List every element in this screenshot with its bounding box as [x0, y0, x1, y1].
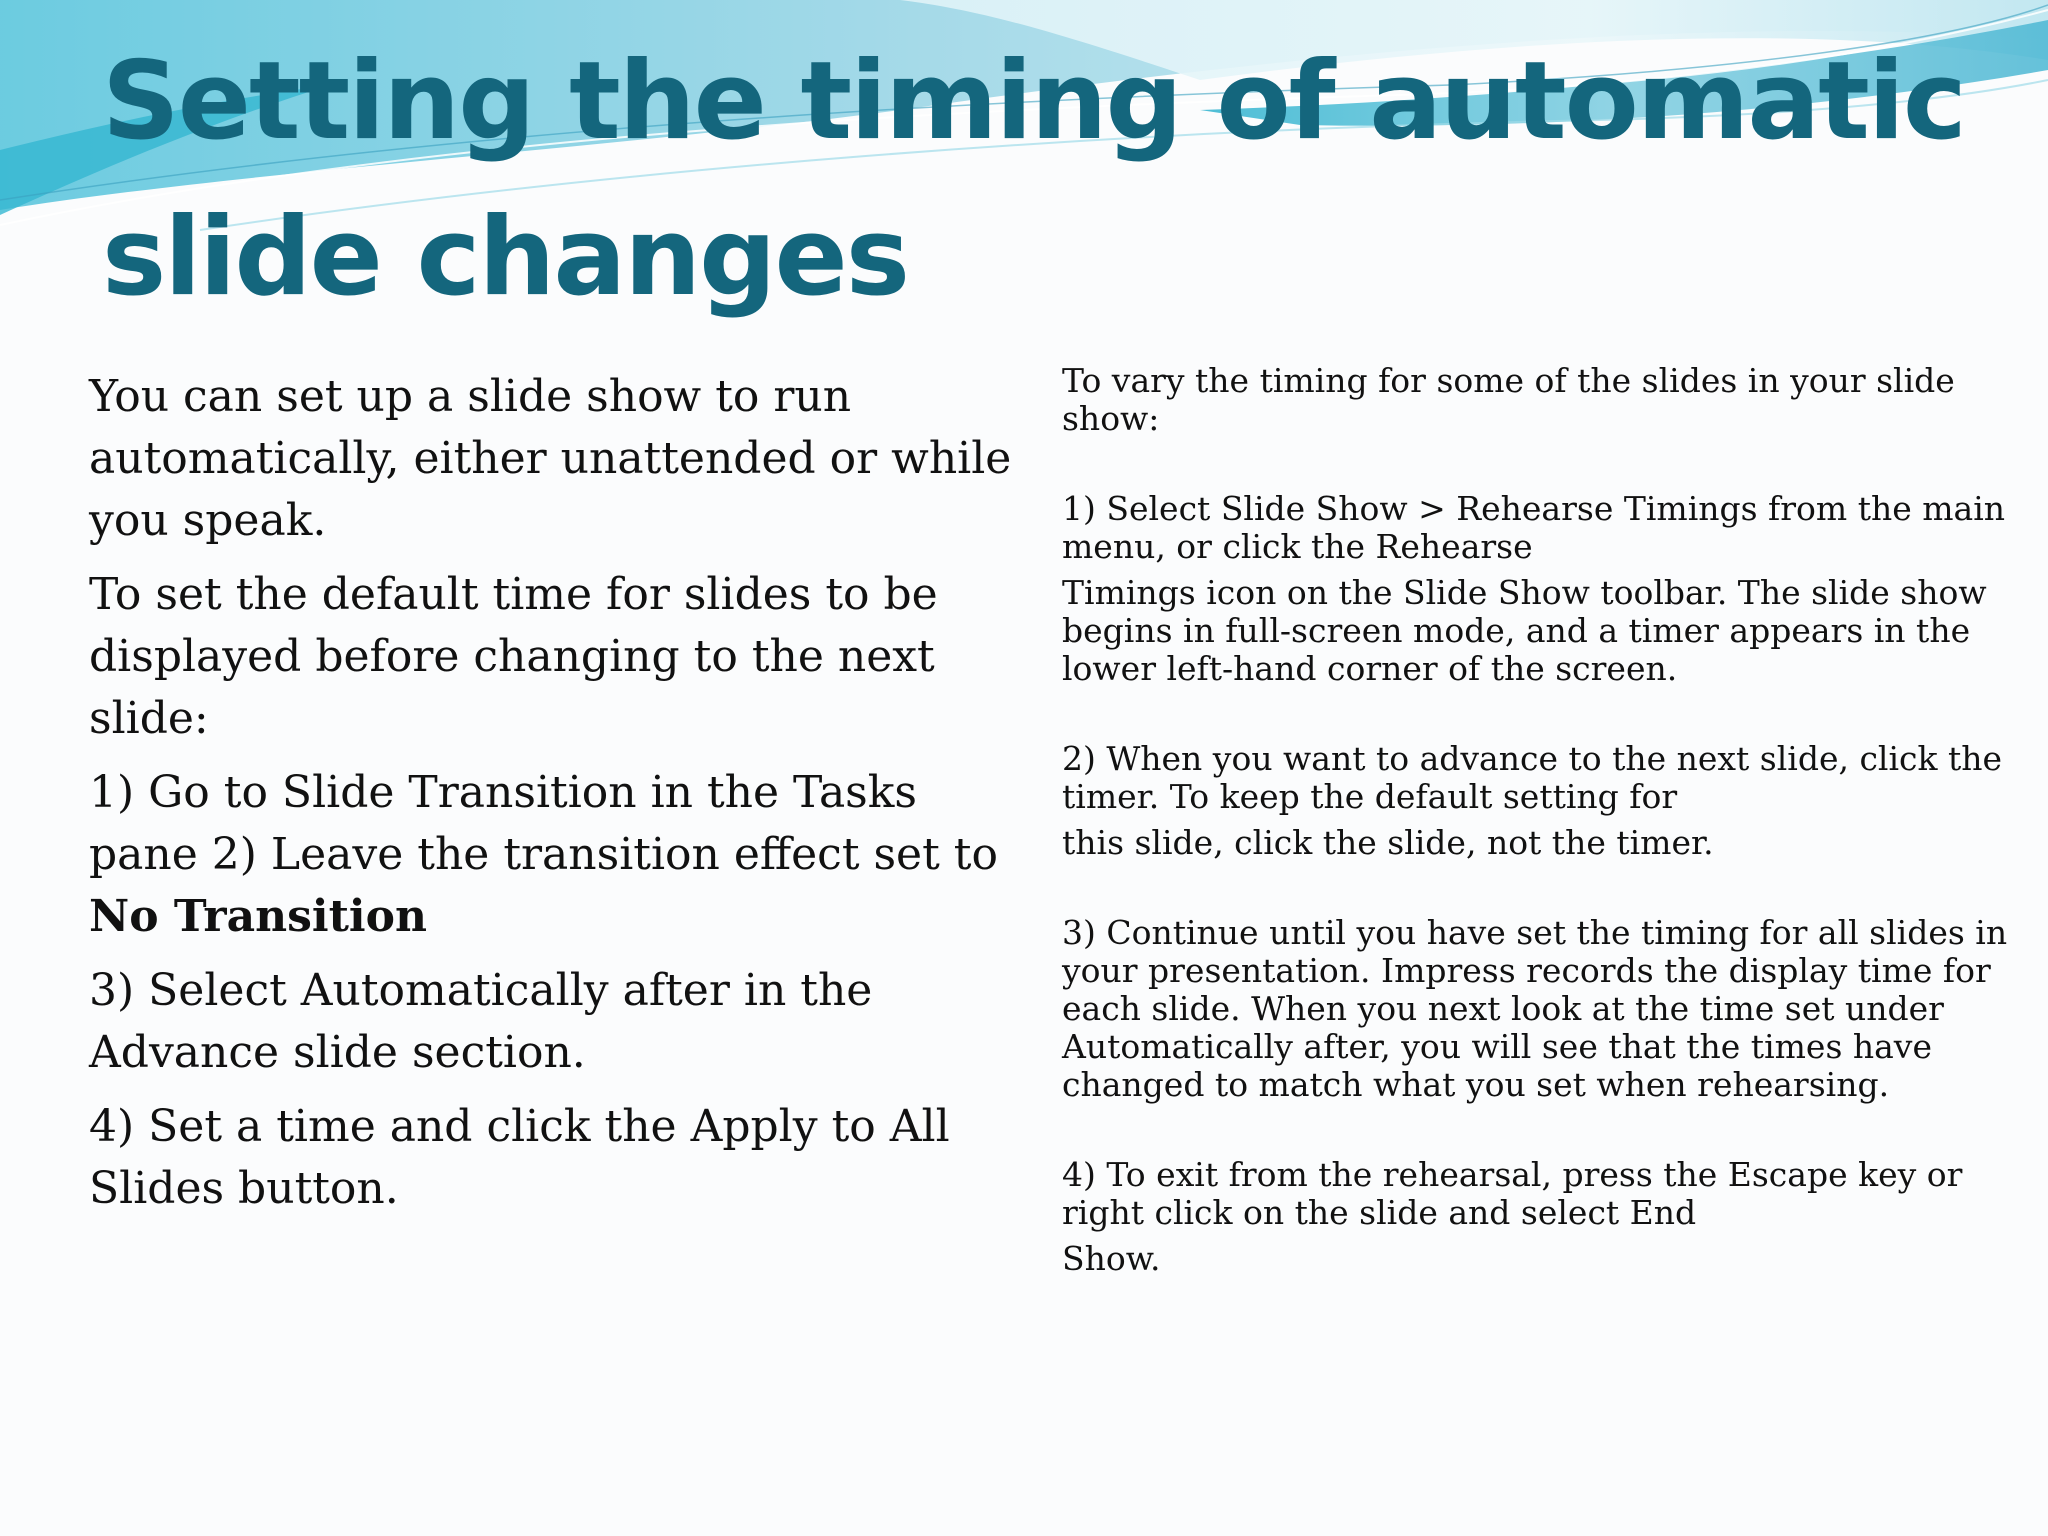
left-step3-paragraph: 3) Select Automatically after in the Advance slide section.	[89, 965, 873, 1078]
right-step1b-paragraph: Timings icon on the Slide Show toolbar. The slide show begins in full-screen mode, and a timer appears in the lower left-hand corner of the screen.	[1062, 573, 1987, 688]
slide-title: Setting the timing of automatic slide changes	[102, 39, 1965, 320]
right-step4b-paragraph: Show.	[1062, 1239, 1161, 1278]
left-default-time-paragraph: To set the default time for slides to be displayed before changing to the next slide:	[89, 569, 938, 744]
right-column	[1062, 362, 2022, 1278]
left-step4-paragraph: 4) Set a time and click the Apply to All Slides button.	[89, 1101, 950, 1214]
right-intro-paragraph: To vary the timing for some of the slides in your slide show:	[1062, 361, 1955, 438]
right-step2a-paragraph: 2) When you want to advance to the next slide, click the timer. To keep the default setting for	[1062, 739, 2003, 816]
right-step1a-paragraph: 1) Select Slide Show > Rehearse Timings from the main menu, or click the Rehearse	[1062, 489, 2005, 566]
left-column	[89, 366, 1019, 1232]
right-step3-paragraph: 3) Continue until you have set the timing for all slides in your presentation. Impress records the display time for each slide. When you next look at the time set under Automatically after, you will see that the times have changed to match what you set when rehearsing.	[1062, 913, 2008, 1104]
right-step4a-paragraph: 4) To exit from the rehearsal, press the Escape key or right click on the slide and select End	[1062, 1155, 1963, 1232]
left-intro-paragraph: You can set up a slide show to run automatically, either unattended or while you speak.	[89, 371, 1012, 546]
left-step1-paragraph	[89, 762, 1019, 948]
left-step1-text: 1) Go to Slide Transition in the Tasks pane 2) Leave the transition effect set to	[89, 767, 998, 880]
right-step2b-paragraph: this slide, click the slide, not the timer.	[1062, 823, 1714, 862]
left-step1-bold: No Transition	[89, 891, 427, 942]
